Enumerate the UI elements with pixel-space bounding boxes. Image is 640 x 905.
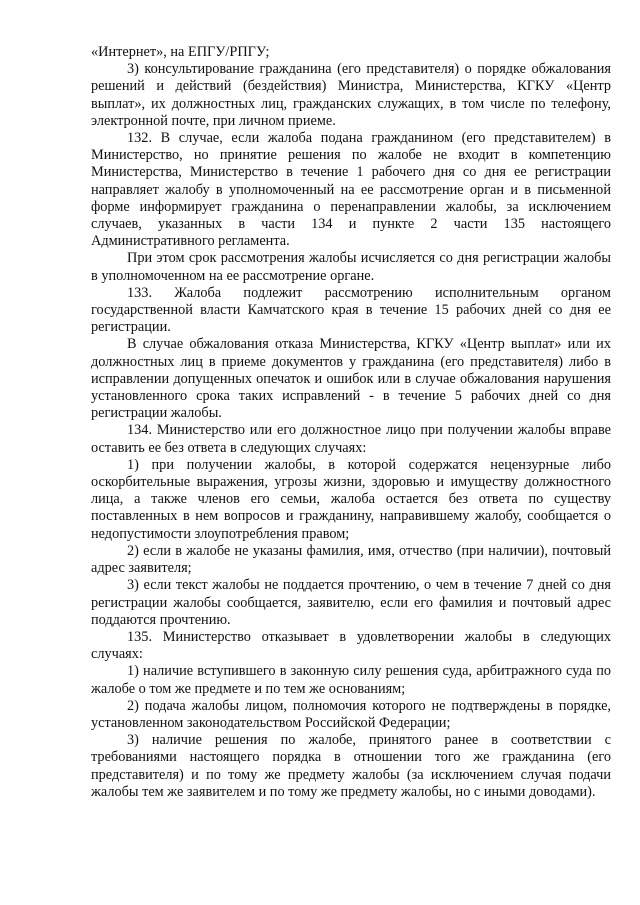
paragraph-135-item-1: 1) наличие вступившего в законную силу решения суда, арбитражного суда по жалобе о том же предмете и по тем же основаниям;: [91, 663, 611, 697]
document-page: [91, 44, 611, 801]
paragraph-133-refusal: В случае обжалования отказа Министерства, КГКУ «Центр выплат» или их должностных лиц в приеме документов у гражданина (его представителя) либо в исправлении допущенных опечаток и ошибок или в случае обжалования нарушения установленного срока таких исправлений - в течение 5 рабочих дней со дня регистрации жалобы.: [91, 336, 611, 422]
paragraph-134-item-2: 2) если в жалобе не указаны фамилия, имя, отчество (при наличии), почтовый адрес заявителя;: [91, 542, 611, 577]
paragraph-134-item-3: 3) если текст жалобы не поддается прочтению, о чем в течение 7 дней со дня регистрации жалобы сообщается, заявителю, если его фамилия и почтовый адрес поддаются прочтению.: [91, 577, 611, 628]
paragraph-132-term: При этом срок рассмотрения жалобы исчисляется со дня регистрации жалобы в уполномоченном на ее рассмотрение органе.: [91, 250, 611, 284]
paragraph-134-item-1: 1) при получении жалобы, в которой содержатся нецензурные либо оскорбительные выражения, угрозы жизни, здоровью и имуществу должностного лица, а также членов его семьи, жалоба остается без ответа по существу поставленных в нем вопросов и гражданину, направившему жалобу, сообщается о недопустимости злоупотребления правом;: [91, 456, 611, 542]
paragraph-135-item-2: 2) подача жалобы лицом, полномочия которого не подтверждены в порядке, установленном законодательством Российской Федерации;: [91, 697, 611, 731]
paragraph-135: 135. Министерство отказывает в удовлетворении жалобы в следующих случаях:: [91, 628, 611, 663]
paragraph-132: 132. В случае, если жалоба подана гражданином (его представителем) в Министерство, но принятие решения по жалобе не входит в компетенцию Министерства, Министерство в течение 1 рабочего дня со дня ее регистрации направляет жалобу в уполномоченный на ее рассмотрение орган и в письменной форме информирует гражданина о перенаправлении жалобы, за исключением случаев, указанных в части 134 и пункте 2 части 135 настоящего Административного регламента.: [91, 130, 611, 250]
paragraph-item-3-consultation: 3) консультирование гражданина (его представителя) о порядке обжалования решений и действий (бездействия) Министра, Министерства, КГКУ «Центр выплат», их должностных лиц, гражданских служащих, в том числе по телефону, электронной почте, при личном приеме.: [91, 61, 611, 129]
paragraph-continuation: «Интернет», на ЕПГУ/РПГУ;: [91, 44, 270, 60]
paragraph-134: 134. Министерство или его должностное лицо при получении жалобы вправе оставить ее без ответа в следующих случаях:: [91, 422, 611, 456]
paragraph-133: 133. Жалоба подлежит рассмотрению исполнительным органом государственной власти Камчатского края в течение 15 рабочих дней со дня ее регистрации.: [91, 284, 611, 336]
paragraph-135-item-3: 3) наличие решения по жалобе, принятого ранее в соответствии с требованиями настоящего порядка в отношении того же гражданина (его представителя) и по тому же предмету жалобы (за исключением случая подачи жалобы тем же заявителем и по тому же предмету жалобы, но с иными доводами).: [91, 732, 611, 800]
